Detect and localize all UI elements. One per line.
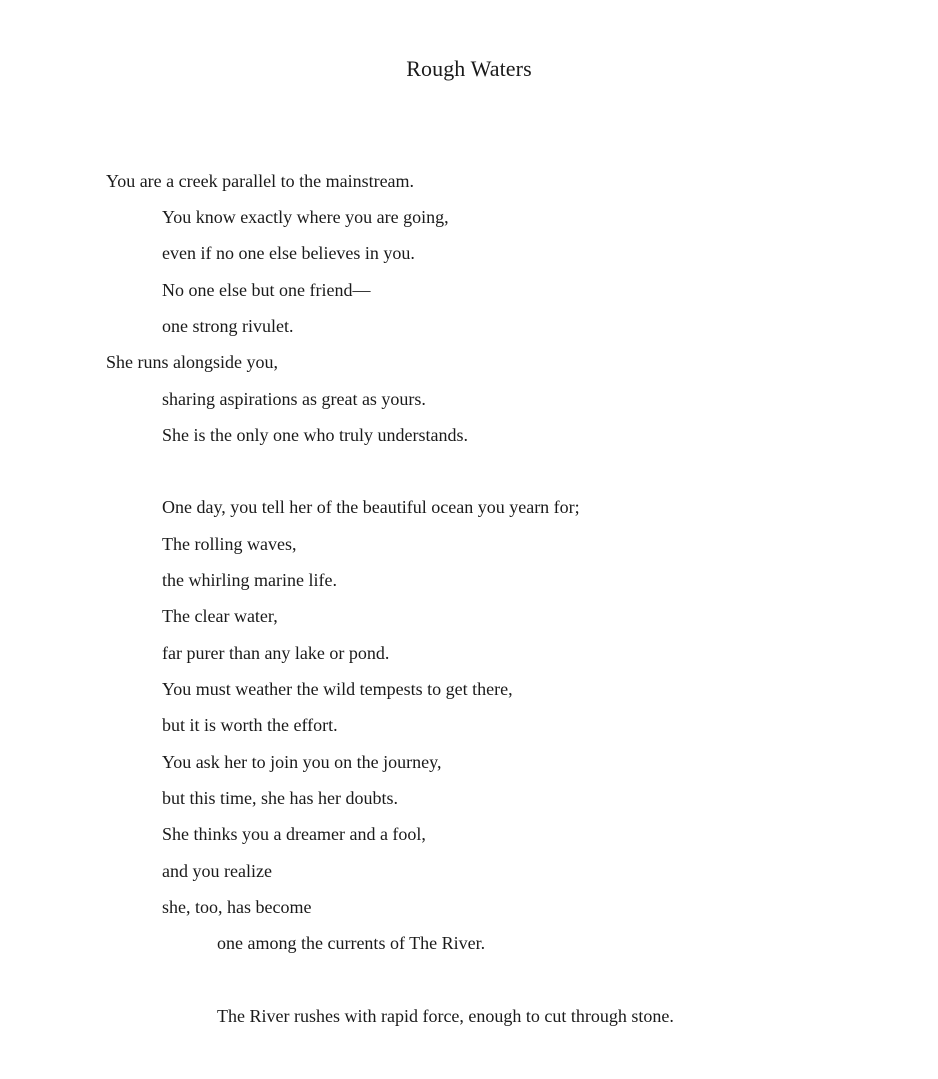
poem-line: She runs alongside you,: [106, 352, 278, 372]
poem-line: The rolling waves,: [162, 534, 297, 554]
poem-line: You are a creek parallel to the mainstream.: [106, 171, 415, 191]
poem-line: The River rushes with rapid force, enough to cut through stone.: [217, 1006, 674, 1026]
poem-line: You know exactly where you are going,: [162, 207, 449, 227]
poem-line: One day, you tell her of the beautiful ocean you yearn for;: [162, 497, 580, 517]
poem-line: She is the only one who truly understands.: [162, 425, 468, 445]
poem-line: and you realize: [162, 861, 272, 881]
poem-line: The clear water,: [162, 606, 278, 626]
poem-line: You must weather the wild tempests to get there,: [162, 679, 513, 699]
poem-line: You ask her to join you on the journey,: [162, 752, 442, 772]
poem-line: She thinks you a dreamer and a fool,: [162, 824, 426, 844]
poem-line: one strong rivulet.: [162, 316, 294, 336]
poem-line: sharing aspirations as great as yours.: [162, 389, 426, 409]
poem-line: No one else but one friend—: [162, 280, 371, 300]
poem-line: far purer than any lake or pond.: [162, 643, 390, 663]
poem-title: Rough Waters: [406, 56, 532, 81]
poem-line: even if no one else believes in you.: [162, 243, 415, 263]
poem-line: one among the currents of The River.: [217, 933, 486, 953]
poem-line: she, too, has become: [162, 897, 312, 917]
poem-line: but this time, she has her doubts.: [162, 788, 398, 808]
poem-line: but it is worth the effort.: [162, 715, 338, 735]
poem-line: the whirling marine life.: [162, 570, 337, 590]
